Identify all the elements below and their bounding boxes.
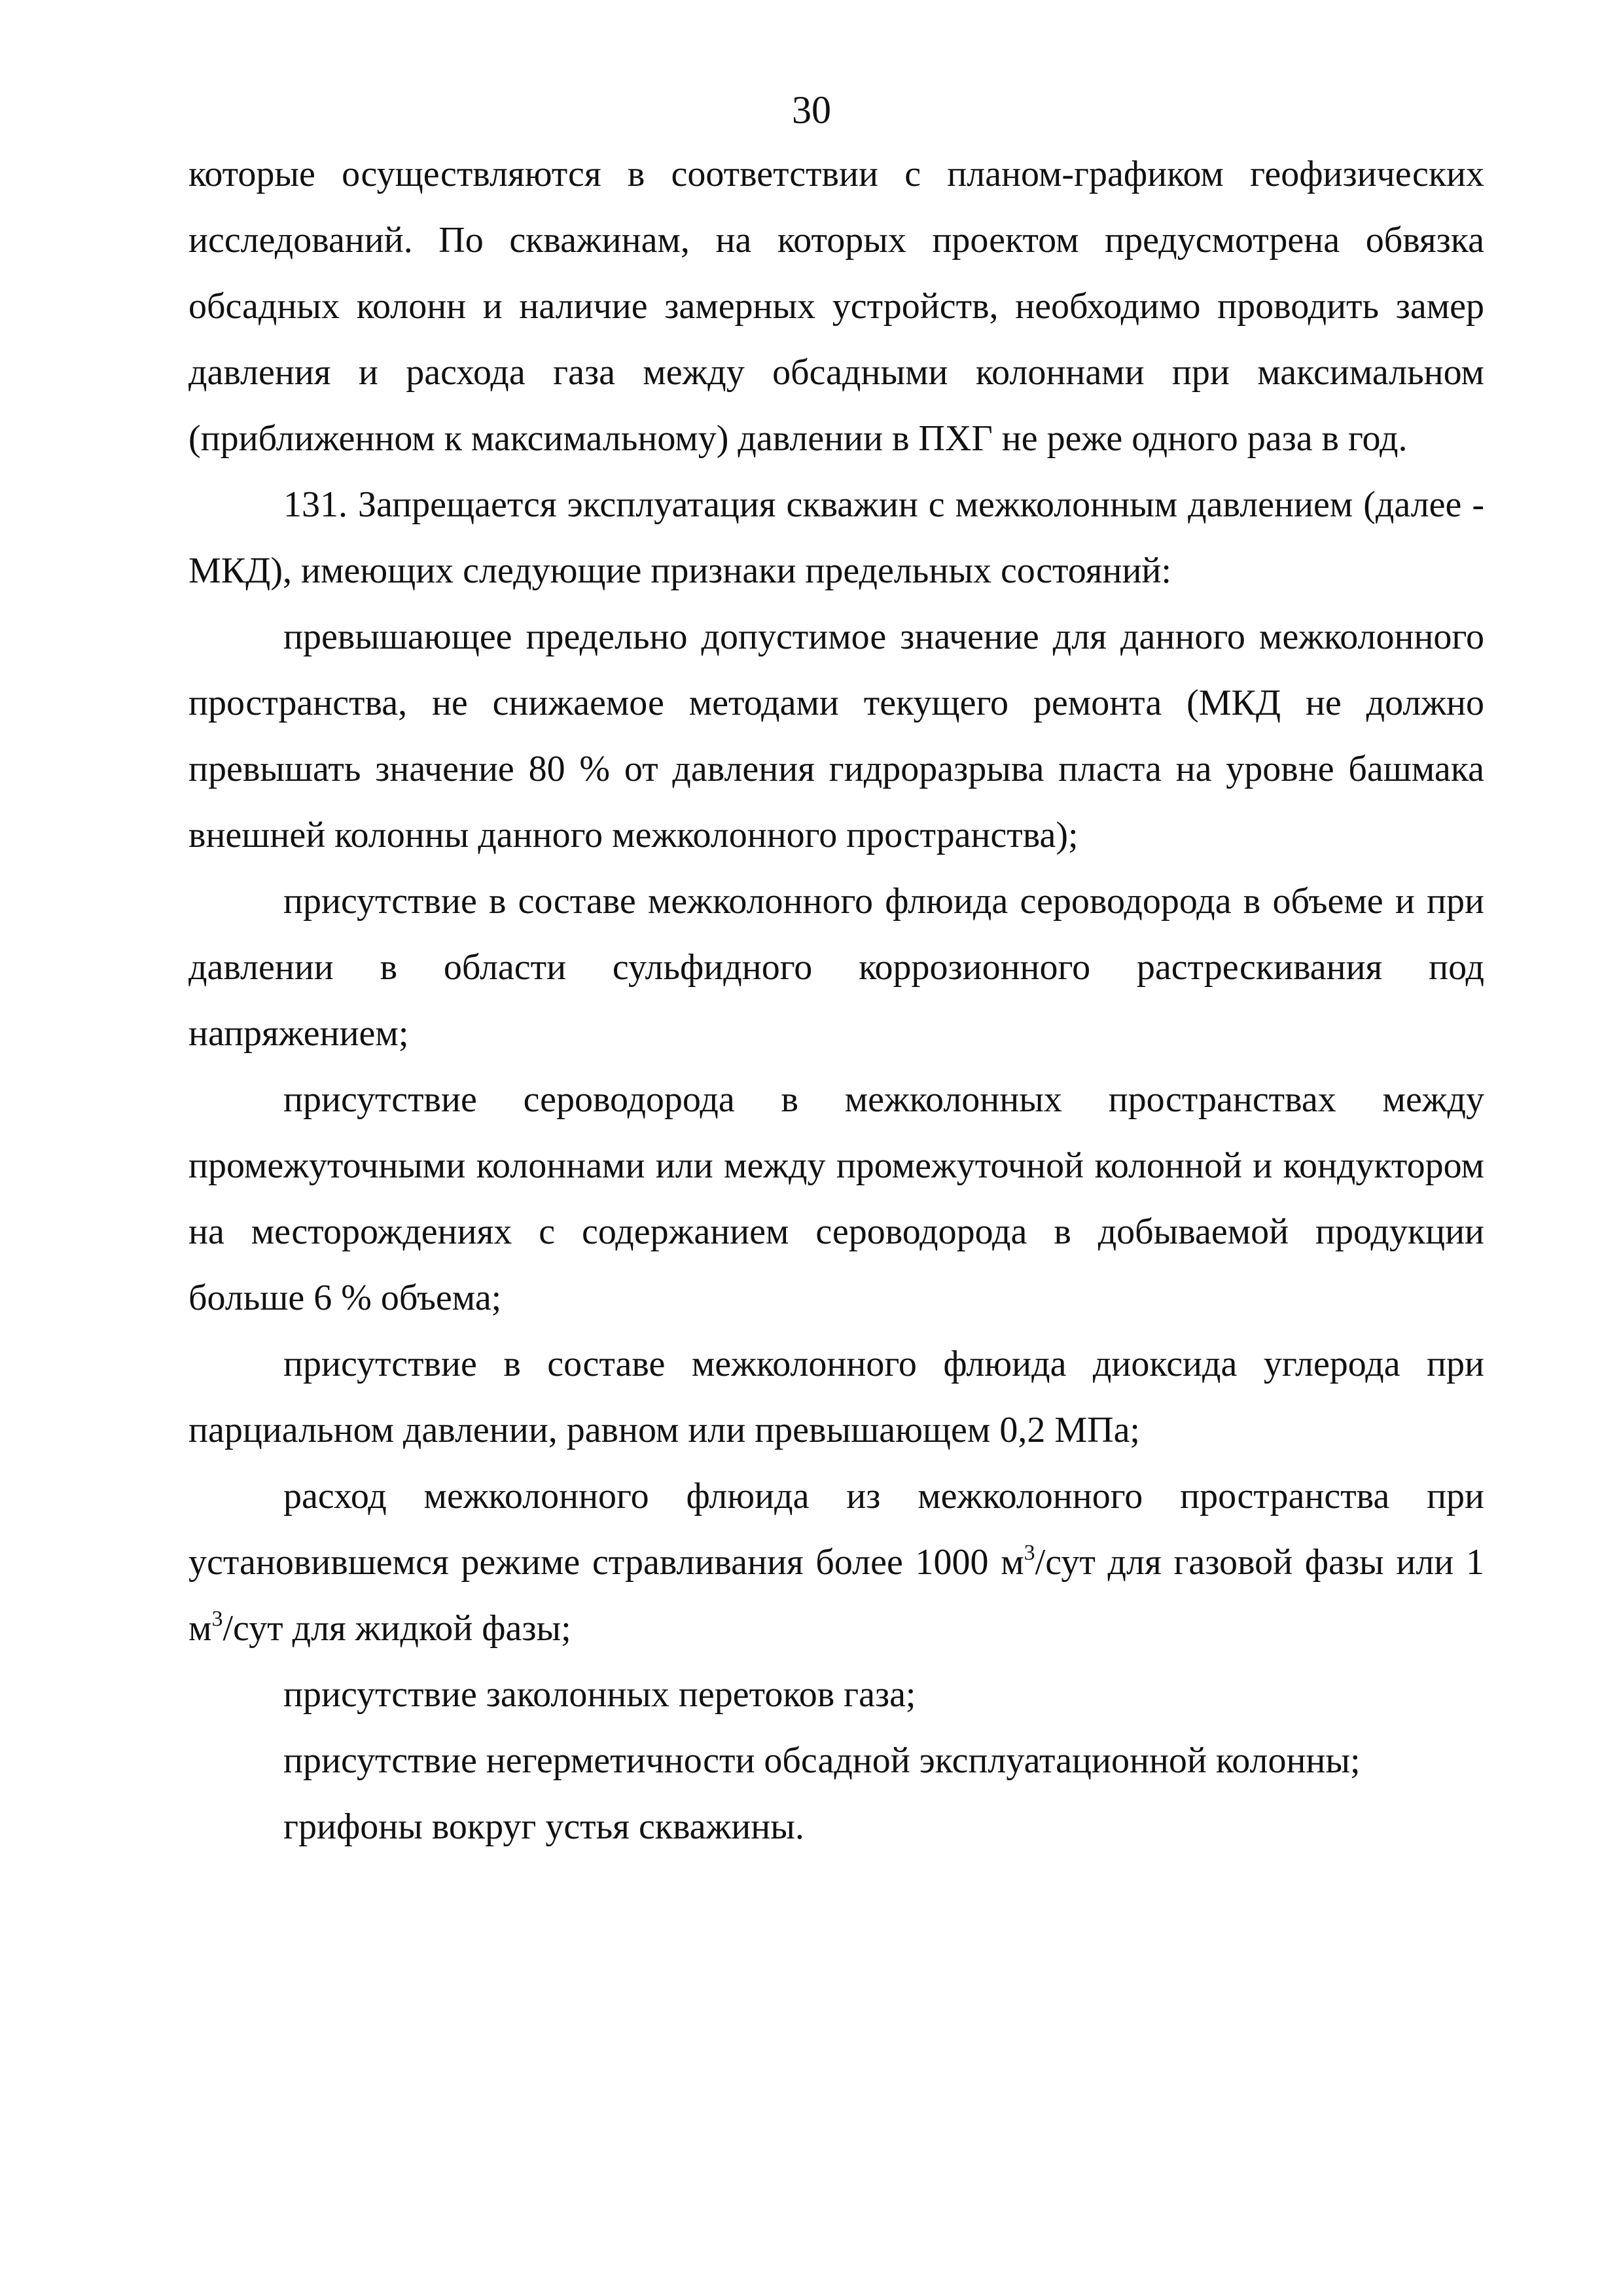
paragraph-condition-flow-rate — [188, 1463, 1484, 1662]
page-number: 30 — [792, 88, 831, 132]
paragraph-condition-excess-pressure: превышающее предельно допустимое значение для данного межколонного пространства, не снижаемое методами текущего ремонта (МКД не должно превышать значение 80 % от давления гидроразрыва пласта на уровне башмака внешней колонны данного межколонного пространства); — [188, 617, 1484, 855]
paragraph-condition-griffins: грифоны вокруг устья скважины. — [283, 1806, 804, 1847]
paragraph-condition-h2s-fluid: присутствие в составе межколонного флюида сероводорода в объеме и при давлении в области сульфидного коррозионного растрескивания под напряжением; — [188, 881, 1484, 1054]
paragraph-condition-casing-leak: присутствие негерметичности обсадной эксплуатационной колонны; — [283, 1740, 1361, 1781]
superscript-cubic-2: 3 — [211, 1607, 223, 1631]
document-body — [188, 141, 1484, 1860]
paragraph-condition-co2: присутствие в составе межколонного флюида диоксида углерода при парциальном давлении, равном или превышающем 0,2 МПа; — [188, 1344, 1484, 1450]
paragraph-item-131: 131. Запрещается эксплуатация скважин с межколонным давлением (далее - МКД), имеющих следующие признаки предельных состояний: — [188, 484, 1484, 591]
superscript-cubic-1: 3 — [1024, 1541, 1035, 1565]
flow-rate-text-part1: расход межколонного флюида из межколонного пространства при установившемся режиме стравливания более 1000 м — [188, 1476, 1484, 1583]
paragraph-condition-h2s-annulus: присутствие сероводорода в межколонных пространствах между промежуточными колоннами или между промежуточной колонной и кондуктором на месторождениях с содержанием сероводорода в добываемой продукции больше 6 % объема; — [188, 1079, 1484, 1318]
paragraph-condition-gas-crossflow: присутствие заколонных перетоков газа; — [283, 1674, 916, 1715]
flow-rate-text-part2: /сут для газовой фазы или 1 м — [188, 1542, 1484, 1649]
flow-rate-text-part3: /сут для жидкой фазы; — [223, 1608, 571, 1649]
paragraph-continuation: которые осуществляются в соответствии с планом-графиком геофизических исследований. По скважинам, на которых проектом предусмотрена обвязка обсадных колонн и наличие замерных устройств, необходимо проводить замер давления и расхода газа между обсадными колоннами при максимальном (приближенном к максимальному) давлении в ПХГ не реже одного раза в год. — [188, 154, 1484, 459]
